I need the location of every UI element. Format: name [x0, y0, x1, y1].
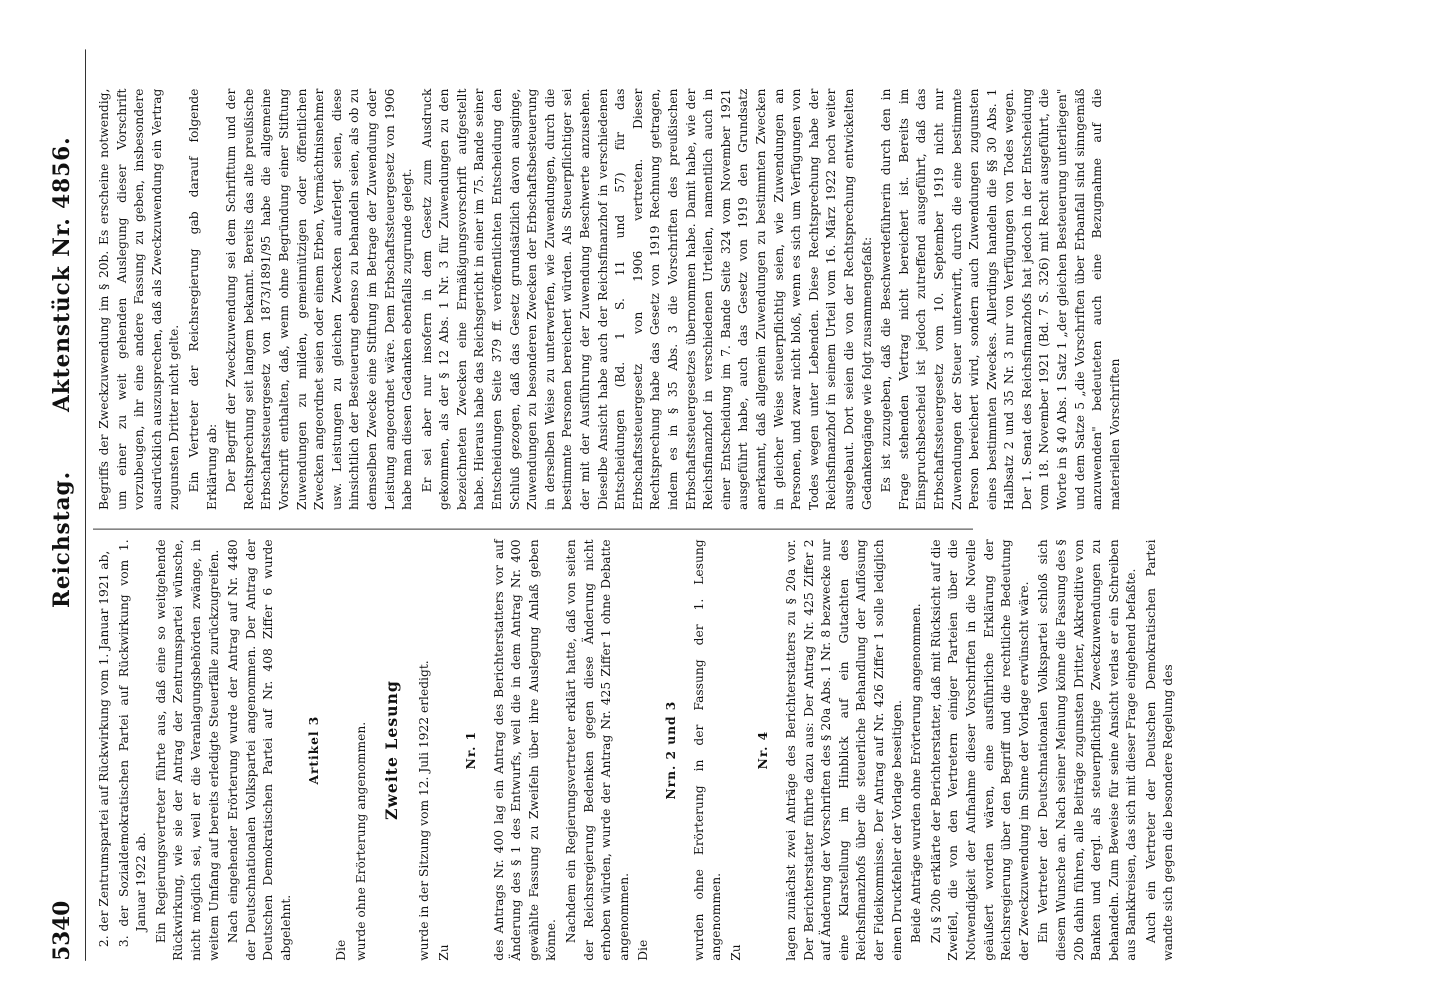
paragraph: Ein Regierungsvertreter führte aus, daß eine so weitgehende Rückwirkung, wie sie der Antrag der Zentrumspartei wünsche, nicht möglich sei, weil er die Veranlagungsbehörden zwänge, in weitem Umfang auf bereits erledigte Steuerfälle zurückzugreifen. [152, 539, 221, 961]
right-column [95, 89, 1125, 510]
paragraph: Zu [435, 944, 451, 961]
section-heading: Nrn. 2 und 3 [663, 700, 679, 800]
paragraph: Nachdem ein Regierungsvertreter erklärt hatte, daß von seiten der Reichsregierung Bedenken gegen diese Änderung nicht erhoben würden, wurde der Antrag Nr. 425 Ziffer 1 ohne Debatte angenommen. [563, 539, 631, 961]
rotated-page [45, 20, 1415, 1000]
paragraph: Die [635, 939, 651, 961]
section-heading: Nr. 1 [463, 730, 479, 770]
page-number: 5340 [49, 900, 75, 961]
paragraph: Der Begriff der Zweckzuwendung sei dem Schrifttum und der Rechtsprechung seit langem bekannt. Bereits das alte preußische Erbschaftssteuergesetz von 1873/1891/95 habe die allgemeine Vorschrift enthalten, daß, wenn ohne Begründung einer Stiftung Zuwendungen zu milden, gemeinnützigen oder öffentlichen Zwecken angeordnet seien oder einem Erben, Vermächtnisnehmer usw. Leistungen zu gleichen Zwecken auferlegt seien, diese hinsichtlich der Besteuerung ebenso zu behandeln seien, als ob zu demselben Zwecke eine Stiftung im Betrage der Zuwendung oder Leistung angeordnet wäre. Dem Erbschaftssteuergesetz von 1906 habe man diesen Gedanken ebenfalls zugrunde gelegt. [223, 88, 415, 511]
paragraph: Es ist zuzugeben, daß die Beschwerdeführerin durch den in Frage stehenden Vertrag nicht bereichert ist. Bereits im Einspruchsbescheid ist jedoch zutreffend ausgeführt, daß das Erbschaftssteuergesetz vom 10. September 1919 nicht nur Zuwendungen der Steuer unterwirft, durch die eine bestimmte Person bereichert wird, sondern auch Zuwendungen zugunsten eines bestimmten Zweckes. Allerdings handeln die §§ 30 Abs. 1 Halbsatz 2 und 35 Nr. 3 nur von Verfügungen von Todes wegen. Der 1. Senat des Reichsfinanzhofs hat jedoch in der Entscheidung vom 18. November 1921 (Bd. 7 S. 326) mit Recht ausgeführt, die Worte in § 40 Abs. 1 Satz 1 „der gleichen Besteuerung unterliegen" und dem Satze 5 „die Vorschriften über Erbanfall sind sinngemäß anzuwenden" bedeuteten auch eine Bezugnahme auf die materiellen Vorschriften [878, 88, 1122, 511]
section-heading: Nr. 4 [755, 730, 771, 770]
paragraph: Zu [727, 944, 743, 961]
section-heading: Zweite Lesung [382, 680, 402, 821]
paragraph: Zu § 20b erklärte der Berichterstatter, daß mit Rücksicht auf die Zweifel, die von den Vertretern einiger Parteien über die Notwendigkeit der Aufnahme dieser Vorschriften in die Novelle geäußert worden wären, eine ausführliche Erklärung der Reichsregierung über den Begriff und die rechtliche Bedeutung der Zweckzuwendung im Sinne der Vorlage erwünscht wäre. [927, 539, 1031, 961]
paragraph: Begriffs der Zweckzuwendung im § 20b. Es erscheine notwendig, um einer zu weit gehenden Auslegung dieser Vorschrift vorzubeugen, ihr eine andere Fassung zu geben, insbesondere ausdrücklich auszusprechen, daß als Zweckzuwendung ein Vertrag zugunsten Dritter nicht gelte. [96, 88, 182, 511]
paragraph: Auch ein Vertreter der Deutschen Demokratischen Partei wandte sich gegen die besondere Regelung des [1142, 539, 1176, 961]
paragraph: Beide Anträge wurden ohne Erörterung angenommen. [908, 603, 924, 944]
paragraph: des Antrags Nr. 400 lag ein Antrag des Berichterstatters vor auf Änderung des § 1 des Entwurfs, weil die in dem Antrag Nr. 400 gewählte Fassung zu Zweifeln über ihre Auslegung Anlaß geben könne. [490, 539, 559, 961]
paragraph: wurde in der Sitzung vom 12. Juli 1922 erledigt. [415, 660, 431, 961]
paragraph: Nach eingehender Erörterung wurde der Antrag auf Nr. 4480 der Deutschnationalen Volkspartei angenommen. Der Antrag der Deutschen Demokratischen Partei auf Nr. 408 Ziffer 6 wurde abgelehnt. [225, 539, 293, 961]
digitization-note [1422, 10, 1434, 990]
header-rule [85, 49, 86, 960]
section-heading: Artikel 3 [305, 715, 321, 785]
header-title-left: Reichstag. [49, 470, 75, 608]
list-item: 2. der Zentrumspartei auf Rückwirkung vom 1. Januar 1921 ab, [96, 550, 111, 948]
list-item: 3. der Sozialdemokratischen Partei auf Rückwirkung vom 1. Januar 1922 ab. [115, 539, 149, 948]
paragraph: Er sei aber nur insofern in dem Gesetz zum Ausdruck gekommen, als der § 12 Abs. 1 Nr. 3 für Zuwendungen zu den bezeichneten Zwecken eine Ermäßigungsvorschrift aufgestellt habe. Hieraus habe das Reichsgericht in einer im 75. Bande seiner Entscheidungen Seite 379 ff. veröffentlichten Entscheidung den Schluß gezogen, daß das Gesetz grundsätzlich davon ausginge, Zuwendungen zu besonderen Zwecken der Erbschaftsbesteuerung in derselben Weise zu unterwerfen, wie Zuwendungen, durch die bestimmte Personen bereichert würden. Als Steuerpflichtiger sei der mit der Ausführung der Zuwendung Beschwerte anzusehen. Dieselbe Ansicht habe auch der Reichsfinanzhof in verschiedenen Entscheidungen (Bd. 1 S. 11 und 57) für das Erbschaftssteuergesetz von 1906 vertreten. Dieser Rechtsprechung habe das Gesetz von 1919 Rechnung getragen, indem es in § 35 Abs. 3 die Vorschriften des preußischen Erbschaftssteuergesetzes übernommen habe. Damit habe, wie der Reichsfinanzhof in verschiedenen Urteilen, namentlich auch in einer Entscheidung im 7. Bande Seite 324 vom November 1921 ausgeführt habe, auch das Gesetz von 1919 den Grundsatz anerkannt, daß allgemein Zuwendungen zu bestimmten Zwecken in gleicher Weise steuerpflichtig seien, wie Zuwendungen an Personen, und zwar nicht bloß, wenn es sich um Verfügungen von Todes wegen unter Lebenden. Diese Rechtsprechung habe der Reichsfinanzhof in seinem Urteil vom 16. März 1922 noch weiter ausgebaut. Dort seien die von der Rechtsprechung entwickelten Gedankengänge wie folgt zusammengefaßt: [418, 88, 874, 511]
paragraph: wurde ohne Erörterung angenommen. [352, 721, 368, 961]
paragraph: lagen zunächst zwei Anträge des Berichterstatters zu § 20a vor. Der Berichterstatter führte dazu aus: Der Antrag Nr. 425 Ziffer 2 auf Änderung der Vorschriften des § 20a Abs. 1 Nr. 8 bezwecke nur eine Klarstellung im Hinblick auf ein Gutachten des Reichsfinanzhofs über die steuerliche Behandlung der Auflösung der Fideikommisse. Der Antrag auf Nr. 426 Ziffer 1 solle lediglich einen Druckfehler der Vorlage beseitigen. [783, 539, 904, 961]
left-column [95, 539, 1179, 960]
paragraph: Die [333, 939, 349, 961]
column-divider [93, 529, 973, 530]
paragraph: wurden ohne Erörterung in der Fassung der 1. Lesung angenommen. [690, 539, 724, 961]
paragraph: Ein Vertreter der Reichsregierung gab darauf folgende Erklärung ab: [185, 88, 219, 510]
paragraph: Ein Vertreter der Deutschnationalen Volkspartei schloß sich diesem Wunsche an. Nach seiner Meinung könne die Fassung des § 20b dahin führen, alle Beiträge zugunsten Dritter, Akkreditive von Banken und dergl. als steuerpflichtige Zweckzuwendungen zu behandeln. Zum Beweise für seine Ansicht verlas er ein Schreiben aus Bankkreisen, das sich mit dieser Frage eingehend befaßte. [1035, 539, 1139, 961]
header-title-right: Aktenstück Nr. 4856. [49, 136, 75, 413]
page-header [45, 40, 85, 961]
